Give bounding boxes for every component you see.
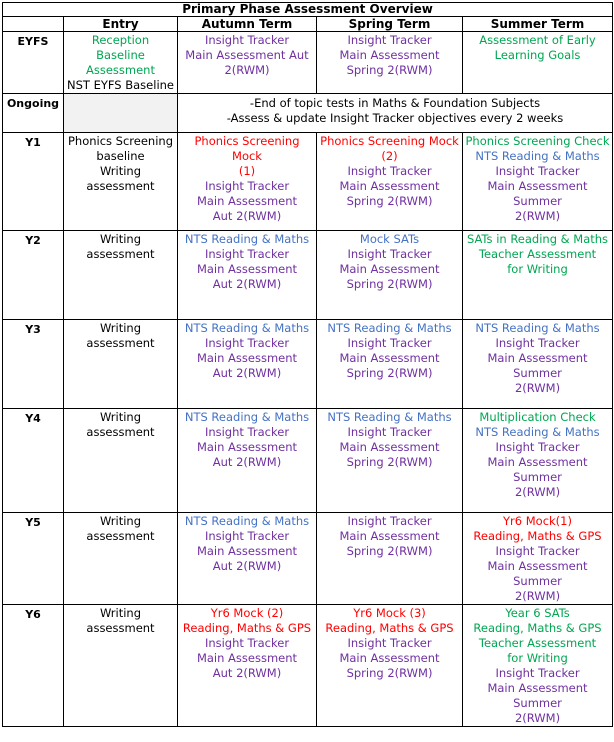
y5-entry-cell-line: assessment [86, 529, 155, 543]
ongoing-row [3, 94, 613, 133]
y2-spring-cell-line: Main Assessment [339, 262, 440, 276]
y2-entry-cell-line: assessment [86, 247, 155, 261]
y1-entry-cell-line: assessment [86, 179, 155, 193]
y6-summer-cell-line: Main Assessment Summer [487, 681, 588, 710]
y1-entry-cell-line: Phonics Screening [67, 134, 174, 148]
y5-autumn-cell-line: Main Assessment [196, 544, 298, 558]
y5-summer-cell-line: Reading, Maths & GPS [473, 529, 602, 543]
y2-summer-cell-line: for Writing [507, 262, 568, 276]
y1-spring-cell-line: (2) [381, 149, 398, 163]
ongoing-line: -Assess & update Insight Tracker objectives every 2 weeks [226, 111, 564, 125]
y1-spring-cell-line: Main Assessment [339, 179, 440, 193]
y1-autumn-cell-line: Main Assessment [196, 194, 298, 208]
header-summer: Summer Term [463, 17, 613, 32]
y3-autumn-cell-line: NTS Reading & Maths [184, 321, 310, 335]
y2-autumn-cell [178, 231, 317, 320]
y4-autumn-cell-line: Main Assessment [196, 440, 298, 454]
y2-spring-cell-line: Mock SATs [359, 232, 420, 246]
header-blank [3, 17, 64, 32]
y1-autumn-cell-line: (1) [238, 164, 256, 178]
y4-summer-cell-line: Multiplication Check [479, 410, 596, 424]
y6-spring-cell-line: Insight Tracker [347, 636, 432, 650]
year-row [3, 605, 613, 727]
y6-summer-cell-line: for Writing [507, 651, 568, 665]
header-entry: Entry [64, 17, 178, 32]
y5-summer-cell-line: Insight Tracker [495, 544, 580, 558]
y5-summer-cell [463, 513, 613, 605]
y6-entry-cell-line: assessment [86, 621, 155, 635]
y4-spring-cell-line: Spring 2(RWM) [346, 455, 433, 469]
y3-summer-cell-line: Main Assessment Summer [487, 351, 588, 380]
y3-entry-cell [64, 320, 178, 409]
y3-autumn-cell-line: Main Assessment [196, 351, 298, 365]
y4-spring-cell-line: Main Assessment [339, 440, 440, 454]
y1-spring-cell-line: Phonics Screening Mock [320, 134, 459, 148]
y1-entry-cell [64, 133, 178, 231]
ongoing-notes-cell [178, 94, 613, 133]
y3-summer-cell-line: 2(RWM) [514, 381, 561, 395]
y6-autumn-cell-line: Reading, Maths & GPS [182, 621, 312, 635]
ongoing-entry-cell [64, 94, 178, 133]
y1-autumn-cell-line: Phonics Screening Mock [194, 134, 300, 163]
y4-spring-cell-line: Insight Tracker [347, 425, 432, 439]
y5-spring-cell-line: Insight Tracker [347, 514, 432, 528]
y1-summer-cell-line: Phonics Screening Check [465, 134, 610, 148]
y5-summer-cell-line: Yr6 Mock(1) [503, 514, 572, 528]
y2-entry-cell [64, 231, 178, 320]
y6-spring-cell-line: Yr6 Mock (3) [353, 606, 426, 620]
y3-summer-cell-line: NTS Reading & Maths [475, 321, 600, 335]
eyfs-autumn-cell-line: Insight Tracker [204, 33, 290, 47]
y6-summer-cell-line: Insight Tracker [495, 666, 580, 680]
row-label-y2: Y2 [3, 231, 64, 320]
y1-autumn-cell-line: Aut 2(RWM) [212, 209, 282, 223]
y6-summer-cell [463, 605, 613, 727]
y1-summer-cell-line: NTS Reading & Maths [475, 149, 600, 163]
y1-entry-cell-line: Writing [99, 164, 142, 178]
y1-spring-cell-line: Insight Tracker [347, 164, 432, 178]
year-row [3, 231, 613, 320]
y3-autumn-cell-line: Insight Tracker [204, 336, 290, 350]
y5-entry-cell [64, 513, 178, 605]
y4-entry-cell [64, 409, 178, 513]
y1-summer-cell-line: Main Assessment Summer [487, 179, 588, 208]
eyfs-spring-cell [317, 32, 463, 94]
ongoing-line: -End of topic tests in Maths & Foundation Subjects [249, 96, 541, 110]
y6-spring-cell [317, 605, 463, 727]
y6-summer-cell-line: Teacher Assessment [478, 636, 597, 650]
eyfs-autumn-cell-line: 2(RWM) [224, 63, 270, 77]
y4-spring-cell [317, 409, 463, 513]
y1-summer-cell-line: Insight Tracker [495, 164, 580, 178]
y4-autumn-cell [178, 409, 317, 513]
eyfs-summer-cell-line: Assessment of Early [479, 33, 596, 47]
eyfs-entry-cell-line: Reception Baseline [91, 33, 150, 62]
y4-entry-cell-line: assessment [86, 425, 155, 439]
row-label-eyfs: EYFS [3, 32, 64, 94]
y1-autumn-cell [178, 133, 317, 231]
eyfs-autumn-cell-line: Main Assessment Aut [185, 48, 309, 62]
y5-summer-cell-line: Main Assessment Summer [487, 559, 588, 588]
y4-summer-cell-line: 2(RWM) [514, 485, 561, 499]
eyfs-spring-cell-line: Main Assessment [339, 48, 440, 62]
y1-summer-cell [463, 133, 613, 231]
y6-autumn-cell-line: Aut 2(RWM) [212, 666, 282, 680]
eyfs-summer-cell-line: Learning Goals [494, 48, 581, 62]
y2-summer-cell [463, 231, 613, 320]
y3-spring-cell-line: Spring 2(RWM) [346, 366, 433, 380]
year-rows [3, 133, 613, 727]
y6-spring-cell-line: Main Assessment [339, 651, 440, 665]
header-spring: Spring Term [317, 17, 463, 32]
y2-autumn-cell-line: Main Assessment [196, 262, 298, 276]
y1-summer-cell-line: 2(RWM) [514, 209, 561, 223]
y4-autumn-cell-line: Aut 2(RWM) [212, 455, 282, 469]
y4-summer-cell-line: NTS Reading & Maths [475, 425, 600, 439]
row-label-y4: Y4 [3, 409, 64, 513]
y4-spring-cell-line: NTS Reading & Maths [327, 410, 452, 424]
y1-spring-cell-line: Spring 2(RWM) [346, 194, 433, 208]
y3-entry-cell-line: Writing [99, 321, 142, 335]
y2-spring-cell-line: Spring 2(RWM) [346, 277, 433, 291]
table-title: Primary Phase Assessment Overview [3, 3, 613, 17]
y5-spring-cell-line: Main Assessment [339, 529, 440, 543]
row-label-y3: Y3 [3, 320, 64, 409]
y6-autumn-cell [178, 605, 317, 727]
eyfs-entry-cell-line: Assessment [86, 63, 155, 77]
y6-summer-cell-line: Year 6 SATs [505, 606, 570, 620]
year-row [3, 409, 613, 513]
y3-spring-cell-line: Insight Tracker [347, 336, 432, 350]
y4-summer-cell [463, 409, 613, 513]
y1-autumn-cell-line: Insight Tracker [204, 179, 290, 193]
y5-spring-cell [317, 513, 463, 605]
y5-autumn-cell-line: Insight Tracker [204, 529, 290, 543]
y3-spring-cell-line: NTS Reading & Maths [327, 321, 452, 335]
y4-autumn-cell-line: NTS Reading & Maths [184, 410, 310, 424]
y1-entry-cell-line: baseline [96, 149, 145, 163]
y6-spring-cell-line: Spring 2(RWM) [346, 666, 433, 680]
y2-summer-cell-line: Teacher Assessment [478, 247, 597, 261]
y5-autumn-cell-line: Aut 2(RWM) [212, 559, 282, 573]
eyfs-spring-cell-line: Spring 2(RWM) [346, 63, 433, 77]
y1-spring-cell [317, 133, 463, 231]
eyfs-entry-cell-line: NST EYFS Baseline [67, 78, 174, 92]
y5-autumn-cell-line: NTS Reading & Maths [184, 514, 310, 528]
y4-summer-cell-line: Main Assessment Summer [487, 455, 588, 484]
y6-entry-cell-line: Writing [99, 606, 142, 620]
y5-entry-cell-line: Writing [99, 514, 142, 528]
y6-spring-cell-line: Reading, Maths & GPS [325, 621, 454, 635]
y2-autumn-cell-line: Insight Tracker [204, 247, 290, 261]
y6-entry-cell [64, 605, 178, 727]
eyfs-spring-cell-line: Insight Tracker [347, 33, 432, 47]
eyfs-autumn-cell [178, 32, 317, 94]
y4-summer-cell-line: Insight Tracker [495, 440, 580, 454]
y5-summer-cell-line: 2(RWM) [514, 589, 561, 603]
row-label-y6: Y6 [3, 605, 64, 727]
y2-autumn-cell-line: Aut 2(RWM) [212, 277, 282, 291]
assessment-overview-table [2, 2, 613, 727]
y6-autumn-cell-line: Yr6 Mock (2) [210, 606, 284, 620]
y3-spring-cell-line: Main Assessment [339, 351, 440, 365]
y6-autumn-cell-line: Insight Tracker [204, 636, 290, 650]
y3-spring-cell [317, 320, 463, 409]
y3-summer-cell [463, 320, 613, 409]
y3-autumn-cell [178, 320, 317, 409]
y5-autumn-cell [178, 513, 317, 605]
eyfs-row [3, 32, 613, 94]
header-row [3, 17, 613, 32]
y3-entry-cell-line: assessment [86, 336, 155, 350]
y2-spring-cell [317, 231, 463, 320]
y2-autumn-cell-line: NTS Reading & Maths [184, 232, 310, 246]
y5-spring-cell-line: Spring 2(RWM) [346, 544, 433, 558]
header-autumn: Autumn Term [178, 17, 317, 32]
y2-entry-cell-line: Writing [99, 232, 142, 246]
y3-summer-cell-line: Insight Tracker [495, 336, 580, 350]
y2-spring-cell-line: Insight Tracker [347, 247, 432, 261]
y6-summer-cell-line: 2(RWM) [514, 711, 561, 725]
row-label-ongoing: Ongoing [3, 94, 64, 133]
year-row [3, 513, 613, 605]
row-label-y1: Y1 [3, 133, 64, 231]
y2-summer-cell-line: SATs in Reading & Maths [466, 232, 609, 246]
year-row [3, 133, 613, 231]
row-label-y5: Y5 [3, 513, 64, 605]
y6-autumn-cell-line: Main Assessment [196, 651, 298, 665]
eyfs-summer-cell [463, 32, 613, 94]
eyfs-entry-cell [64, 32, 178, 94]
y3-autumn-cell-line: Aut 2(RWM) [212, 366, 282, 380]
y4-autumn-cell-line: Insight Tracker [204, 425, 290, 439]
y4-entry-cell-line: Writing [99, 410, 142, 424]
y6-summer-cell-line: Reading, Maths & GPS [473, 621, 602, 635]
year-row [3, 320, 613, 409]
